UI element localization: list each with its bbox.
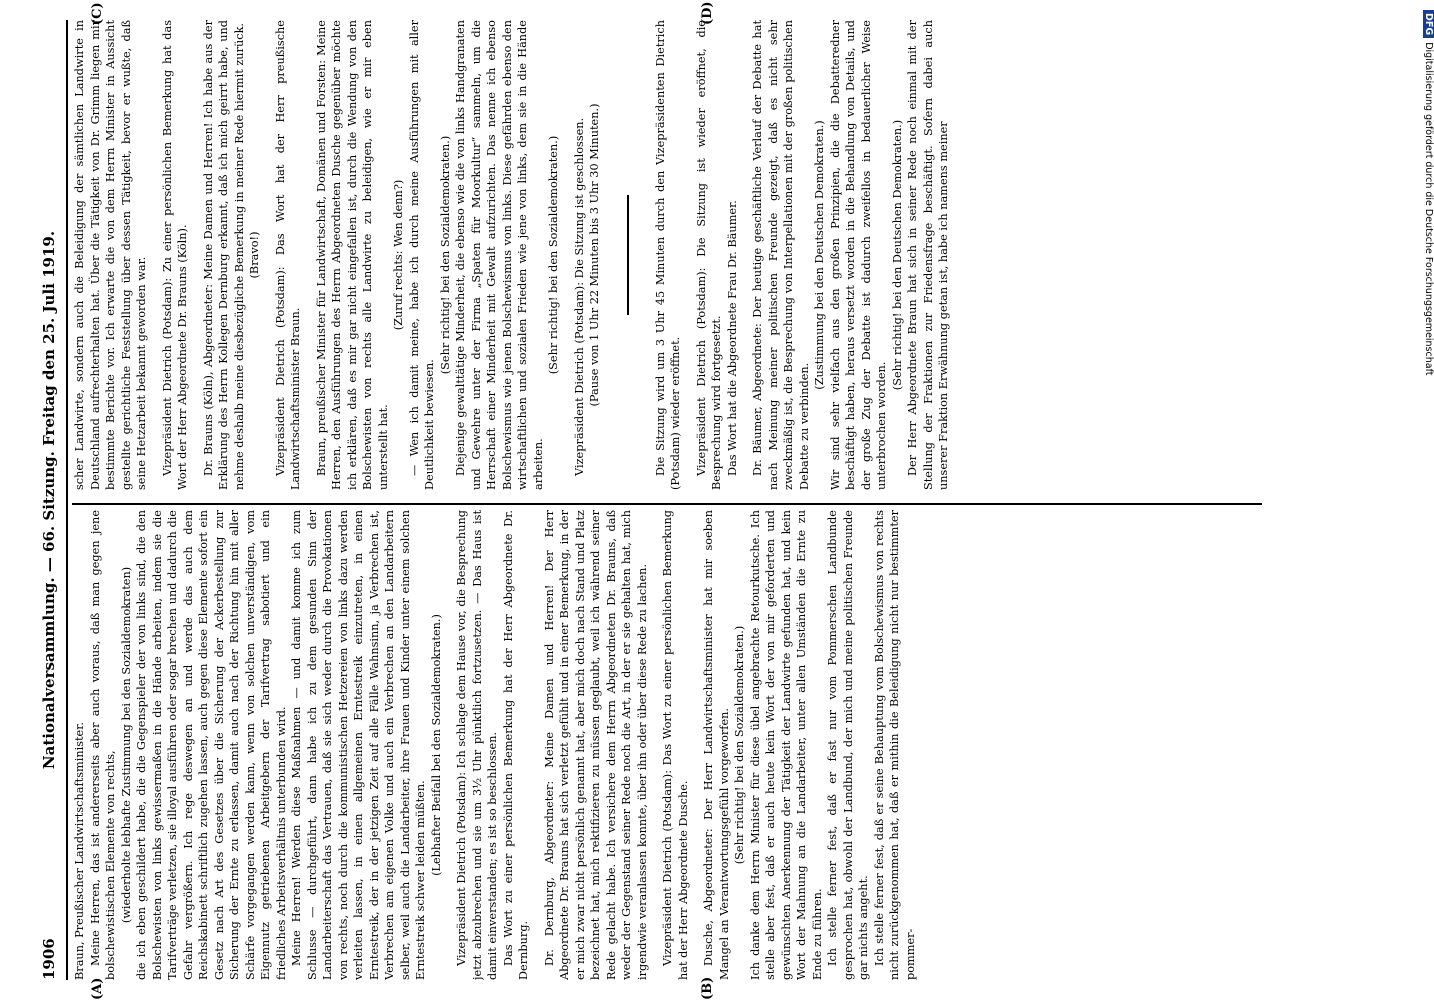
interjection: (Sehr richtig! bei den Sozialdemokraten.) bbox=[547, 135, 560, 375]
paragraph: Dr. Brauns (Köln), Abgeordneter: Meine Damen und Herren! Ich habe aus der Erklärung des Herrn Kollegen Dernburg erkannt, daß ich mich geirrt habe, und nehme deshalb meine diesbezügliche Bemerkung in meiner Rede hiermit zurück. bbox=[201, 20, 246, 490]
paragraph: Der Herr Abgeordnete Braun hat sich in seiner Rede noch einmal mit der Stellung der Fraktionen zur Friedensfrage beschäftigt. Sofern dabei auch unserer Fraktion Erwähnung getan ist, habe ich namens meiner bbox=[906, 20, 950, 490]
paragraph: Dr. Bäumer, Abgeordnete: Der heutige geschäftliche Verlauf der Debatte hat nach Meinung meiner politischen Freunde gezeigt, daß es nicht sehr zweckmäßig ist, die Besprechung von Interpellationen mit der großen politischen Debatte zu verbinden. bbox=[751, 20, 811, 490]
header-rule bbox=[66, 20, 68, 980]
paragraph: die ich eben geschildert habe, die die Gegenspieler der von links sind, die den Bolschewisten von links gewissermaßen in die Hände arbeiten, indem sie die Tarifverträge verletzen, sie illoyal ausführen oder sogar brechen und dadurch die Gefahr vergrößern. Ich rege deswegen an und werde das auch dem Reichskabinett schriftlich zugehen lassen, auch gegen diese Elemente sofort ein Gesetz nach Art des Gesetzes über die Sicherung der Ackerbestellung zur Sicherung der Ernte zu erlassen, damit auch nach der Richtung hin mit aller Schärfe vorgegangen werden kann, wenn von solchen unverständigen, vom Eigennutz getriebenen Arbeitgebern der Tarifvertrag sabotiert und ein friedliches Arbeitsverhältnis unterbunden wird. bbox=[135, 510, 288, 980]
interjection: (Zuruf rechts: Wen denn?) bbox=[392, 179, 405, 331]
credit-label: Digitalisierung gefördert durch die Deutsche Forschungsgemeinschaft bbox=[1423, 42, 1434, 376]
interjection: (Bravo!) bbox=[248, 231, 261, 279]
right-column bbox=[72, 20, 1262, 490]
paragraph: Wir sind sehr vielfach aus den großen Prinzipien, die die Debatteredner beschäftigt haben, heraus versetzt worden in die Behandlung von Details, und der große Zug der Debatte ist dadurch zweifellos in bedauerlicher Weise unterbrochen worden. bbox=[828, 20, 888, 490]
paragraph: Vizepräsident Dietrich (Potsdam): Zu einer persönlichen Bemerkung hat das Wort der Herr Abgeordnete Dr. Brauns (Köln). bbox=[160, 20, 189, 490]
paragraph: scher Landwirte, sondern auch die Beleidigung der sämtlichen Landwirte in Deutschland aufrechterhalten hat. Über die Tätigkeit von Dr. Grimm liegen mir bestimmte Berichte vor. Ich erwarte die von dem Herrn Minister in Aussicht gestellte gerichtliche Feststellung über dessen Tätigkeit, bevor er wußte, daß seine Hetzarbeit bekannt geworden war. bbox=[73, 20, 148, 490]
interjection: (Sehr richtig! bei den Deutschen Demokraten.) bbox=[890, 119, 904, 391]
interjection: (Lebhafter Beifall bei den Sozialdemokraten.) bbox=[429, 614, 443, 876]
paragraph: Vizepräsident Dietrich (Potsdam): Das Wort hat der Herr preußische Landwirtschaftsminister Braun. bbox=[273, 20, 302, 490]
column-divider bbox=[72, 504, 1262, 506]
margin-marker-c: (C) bbox=[90, 2, 105, 25]
section-rule bbox=[627, 195, 629, 315]
paragraph: Das Wort zu einer persönlichen Bemerkung hat der Herr Abgeordnete Dr. Dernburg. bbox=[501, 510, 530, 980]
page-number: 1906 bbox=[40, 938, 58, 980]
paragraph: Diejenige gewalttätige Minderheit, die ebenso wie die von links Handgranaten und Gewehre unter der Firma „Spaten für Moorkultur“ sammeln, um die Herrschaft einer Minderheit mit Gewalt aufzurichten. Das nenne ich ebenso Bolschewismus wie jenen Bolschewismus von links. Diese gefährden ebenso den wirtschaftlichen und sozialen Frieden wie jene von links, dem sie in die Hände arbeiten. bbox=[454, 20, 545, 490]
margin-marker-b: (B) bbox=[700, 976, 715, 1000]
page-header bbox=[40, 20, 66, 980]
paragraph: Vizepräsident Dietrich (Potsdam): Die Sitzung ist geschlossen. bbox=[572, 117, 586, 476]
margin-marker-d: (D) bbox=[700, 1, 715, 25]
paragraph: Meine Herren, das ist andererseits aber auch voraus, daß man gegen jene bolschewistischen Elemente von rechts, bbox=[88, 510, 117, 980]
paragraph: Dusche, Abgeordneter: Der Herr Landwirtschaftsminister hat mir soeben Mangel an Verantwortungsgefühl vorgeworfen. bbox=[702, 510, 731, 980]
paragraph: Ich stelle ferner fest, daß er seine Behauptung vom Bolschewismus von rechts nicht zurückgenommen hat, daß er mithin die Beleidigung nicht nur bestimmter pommer- bbox=[872, 510, 917, 980]
interjection: (Sehr richtig! bei den Sozialdemokraten.) bbox=[438, 135, 452, 375]
paragraph: Meine Herren! Werden diese Maßnahmen — und damit komme ich zum Schlusse — durchgeführt, dann habe ich zu dem gesunden Sinn der Landarbeiterschaft das Vertrauen, daß sie sich weder durch die Provokationen von rechts, noch durch die kommunistischen Hetzereien von links dazu werden verleiten lassen, in einen allgemeinen Erntestreik einzutreten, in einen Erntestreik, der in der jetzigen Zeit auf alle Fälle Wahnsinn, ja Verbrechen ist, Verbrechen am eigenen Volke und auch ein Verbrechen an den Landarbeitern selber, weil auch die Landarbeiter, ihre Frauen und Kinder unter einem solchen Erntestreik schwer leiden müßten. bbox=[290, 510, 427, 980]
paragraph: Ich stelle ferner fest, daß er fast nur vom Pommerschen Landbunde gesprochen hat, obwohl der Landbund, der mich und meine politischen Freunde gar nichts angeht. bbox=[826, 510, 870, 980]
sidebar-credit bbox=[1418, 10, 1434, 990]
speaker-line: Braun, Preußischer Landwirtschaftsminister. bbox=[73, 722, 86, 980]
header-title: Nationalversammlung. — 66. Sitzung. Freitag den 25. Juli 1919. bbox=[40, 230, 58, 770]
paragraph: Vizepräsident Dietrich (Potsdam): Die Sitzung ist wieder eröffnet, die Besprechung wird fortgesetzt. bbox=[694, 20, 723, 490]
paragraph: Die Sitzung wird um 3 Uhr 45 Minuten durch den Vizepräsidenten Dietrich (Potsdam) wieder eröffnet. bbox=[653, 20, 682, 490]
interjection: (wiederholte lebhafte Zustimmung bei den Sozialdemokraten) bbox=[119, 566, 133, 924]
interjection: (Zustimmung bei den Deutschen Demokraten.) bbox=[813, 120, 826, 390]
credit-text bbox=[1423, 10, 1434, 376]
paragraph: Braun, preußischer Minister für Landwirtschaft, Domänen und Forsten: Meine Herren, den Ausführungen des Herrn Abgeordneten Dusche gegenüber möchte ich erklären, daß es mir gar nicht eingefallen ist, durch die Wendung von den Bolschewisten von rechts alle Landwirte zu beleidigen, wie er mir eben unterstellt hat. bbox=[314, 20, 390, 490]
interjection: (Sehr richtig! bei den Sozialdemokraten.) bbox=[733, 625, 746, 865]
paragraph: Vizepräsident Dietrich (Potsdam): Ich schlage dem Hause vor, die Besprechung jetzt abzubrechen und sie um 3½ Uhr pünktlich fortzusetzen. — Das Haus ist damit einverstanden; es ist so beschlossen. bbox=[455, 510, 499, 980]
paragraph: Dr. Dernburg, Abgeordneter: Meine Damen und Herren! Der Herr Abgeordnete Dr. Brauns hat sich verletzt gefühlt und in einer Bemerkung, in der er mich zwar nicht persönlich genannt hat, aber mich doch nach Stand und Platz bezeichnet hat, mich rektifizieren zu müssen geglaubt, weil ich während seiner Rede gelacht habe. Ich versichere dem Herrn Abgeordneten Dr. Brauns, daß weder der Gegenstand seiner Rede noch die Art, in der er sie gehalten hat, mich irgendwie veranlassen konnte, über ihn oder über diese Rede zu lachen. bbox=[542, 510, 649, 980]
dfg-logo: DFG bbox=[1423, 10, 1434, 38]
left-column bbox=[72, 510, 1262, 980]
paragraph: — Wen ich damit meine, habe ich durch meine Ausführungen mit aller Deutlichkeit bewiesen. bbox=[407, 20, 436, 490]
paragraph: Das Wort hat die Abgeordnete Frau Dr. Bäumer. bbox=[725, 200, 739, 476]
paragraph: Ich danke dem Herrn Minister für diese übel angebrachte Retourkutsche. Ich stelle aber fest, daß er auch heute kein Wort der von mir geforderten und gewünschten Anerkennung der Tätigkeit der Landwirte gefunden hat, und kein Wort der Mahnung an die Landarbeiter, unter allen Umständen die Ernte zu Ende zu führen. bbox=[748, 510, 824, 980]
margin-marker-a: (A) bbox=[90, 977, 105, 1000]
pause-note: (Pause von 1 Uhr 22 Minuten bis 3 Uhr 30 Minuten.) bbox=[588, 103, 601, 407]
paragraph: Vizepräsident Dietrich (Potsdam): Das Wort zu einer persönlichen Bemerkung hat der Herr Abgeordnete Dusche. bbox=[661, 510, 690, 980]
